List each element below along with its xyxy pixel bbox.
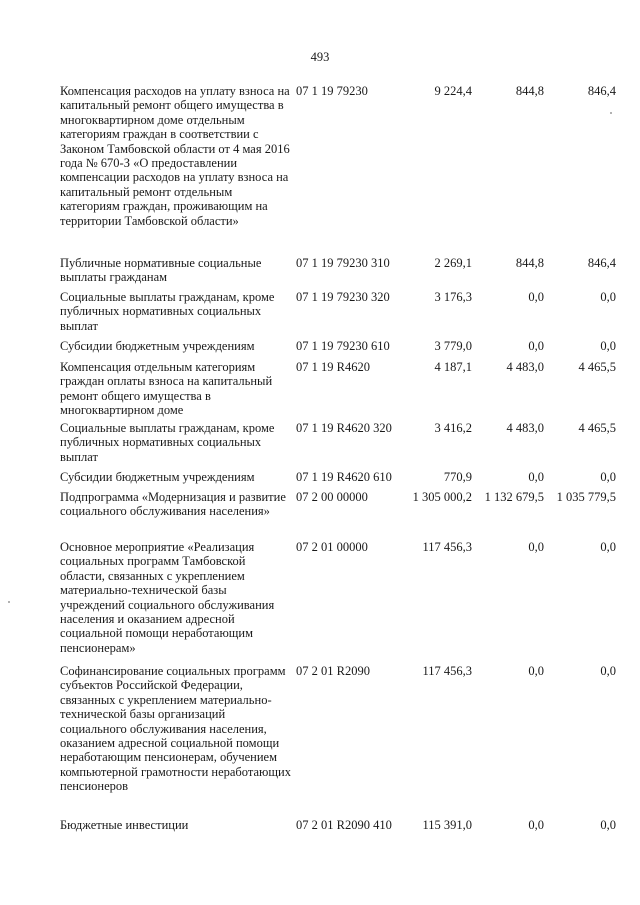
row-value-3: 0,0 [600,470,616,484]
row-code: 07 2 01 00000 [296,540,368,554]
row-name: Субсидии бюджетным учреждениям [60,339,255,353]
row-code: 07 1 19 79230 310 [296,256,390,270]
row-value-2: 844,8 [515,84,544,98]
row-value-3: 846,4 [587,256,616,270]
row-value-1: 117 456,3 [422,540,472,554]
row-value-2: 0,0 [528,290,544,304]
row-value-3: 0,0 [600,818,616,832]
row-value-3: 0,0 [600,339,616,353]
row-name: Подпрограмма «Модернизация и развитие социального обслуживания населения» [60,490,286,519]
row-value-1: 117 456,3 [422,664,472,678]
row-value-1: 3 779,0 [434,339,472,353]
row-name: Социальные выплаты гражданам, кроме публичных нормативных социальных выплат [60,290,275,333]
row-value-1: 2 269,1 [434,256,472,270]
page-number: 493 [310,50,330,64]
row-code: 07 1 19 R4620 610 [296,470,392,484]
row-value-2: 0,0 [528,470,544,484]
row-value-3: 846,4 [587,84,616,98]
row-value-2: 4 483,0 [506,421,544,435]
row-value-3: 4 465,5 [578,421,616,435]
row-code: 07 1 19 79230 610 [296,339,390,353]
row-value-1: 9 224,4 [434,84,472,98]
row-value-2: 0,0 [528,339,544,353]
row-value-2: 1 132 679,5 [484,490,544,504]
row-name: Компенсация расходов на уплату взноса на капитальный ремонт общего имущества в многоквартирном доме отдельным категориям граждан в соответствии с Законом Тамбовской области от 4 мая 2016 года № 670-З «О предоставлении компенсации расходов на уплату взноса на капитальный ремонт отдельным категориям граждан, проживающим на территории Тамбовской области» [60,84,290,228]
scan-speck [8,601,10,603]
row-name: Социальные выплаты гражданам, кроме публичных нормативных социальных выплат [60,421,275,464]
row-code: 07 2 01 R2090 [296,664,370,678]
row-name: Публичные нормативные социальные выплаты гражданам [60,256,262,285]
row-name: Компенсация отдельным категориям граждан оплаты взноса на капитальный ремонт общего имущества в многоквартирном доме [60,360,273,418]
row-code: 07 1 19 R4620 320 [296,421,392,435]
row-name: Бюджетные инвестиции [60,818,189,832]
row-value-2: 844,8 [515,256,544,270]
row-name: Основное мероприятие «Реализация социальных программ Тамбовской области, связанных с укреплением материально-технической базы учреждений социального обслуживания населения и оказанием адресной социальной помощи неработающим пенсионерам» [60,540,275,655]
row-code: 07 1 19 79230 [296,84,368,98]
row-value-1: 115 391,0 [422,818,472,832]
row-value-1: 3 416,2 [434,421,472,435]
row-code: 07 1 19 79230 320 [296,290,390,304]
row-value-2: 0,0 [528,818,544,832]
row-value-3: 1 035 779,5 [556,490,616,504]
row-name: Софинансирование социальных программ субъектов Российской Федерации, связанных с укреплением материально-технической базы организаций социального обслуживания населения, оказанием адресной социальной помощи неработающим пенсионерам, обучением компьютерной грамотности неработающих пенсионеров [60,664,291,794]
row-value-3: 0,0 [600,540,616,554]
row-value-1: 4 187,1 [434,360,472,374]
row-value-2: 0,0 [528,540,544,554]
row-value-3: 4 465,5 [578,360,616,374]
row-code: 07 2 00 00000 [296,490,368,504]
row-code: 07 2 01 R2090 410 [296,818,392,832]
row-value-3: 0,0 [600,290,616,304]
row-code: 07 1 19 R4620 [296,360,370,374]
row-value-1: 1 305 000,2 [412,490,472,504]
row-value-3: 0,0 [600,664,616,678]
row-name: Субсидии бюджетным учреждениям [60,470,255,484]
row-value-2: 0,0 [528,664,544,678]
row-value-1: 3 176,3 [434,290,472,304]
row-value-2: 4 483,0 [506,360,544,374]
scan-speck [610,112,612,114]
row-value-1: 770,9 [443,470,472,484]
